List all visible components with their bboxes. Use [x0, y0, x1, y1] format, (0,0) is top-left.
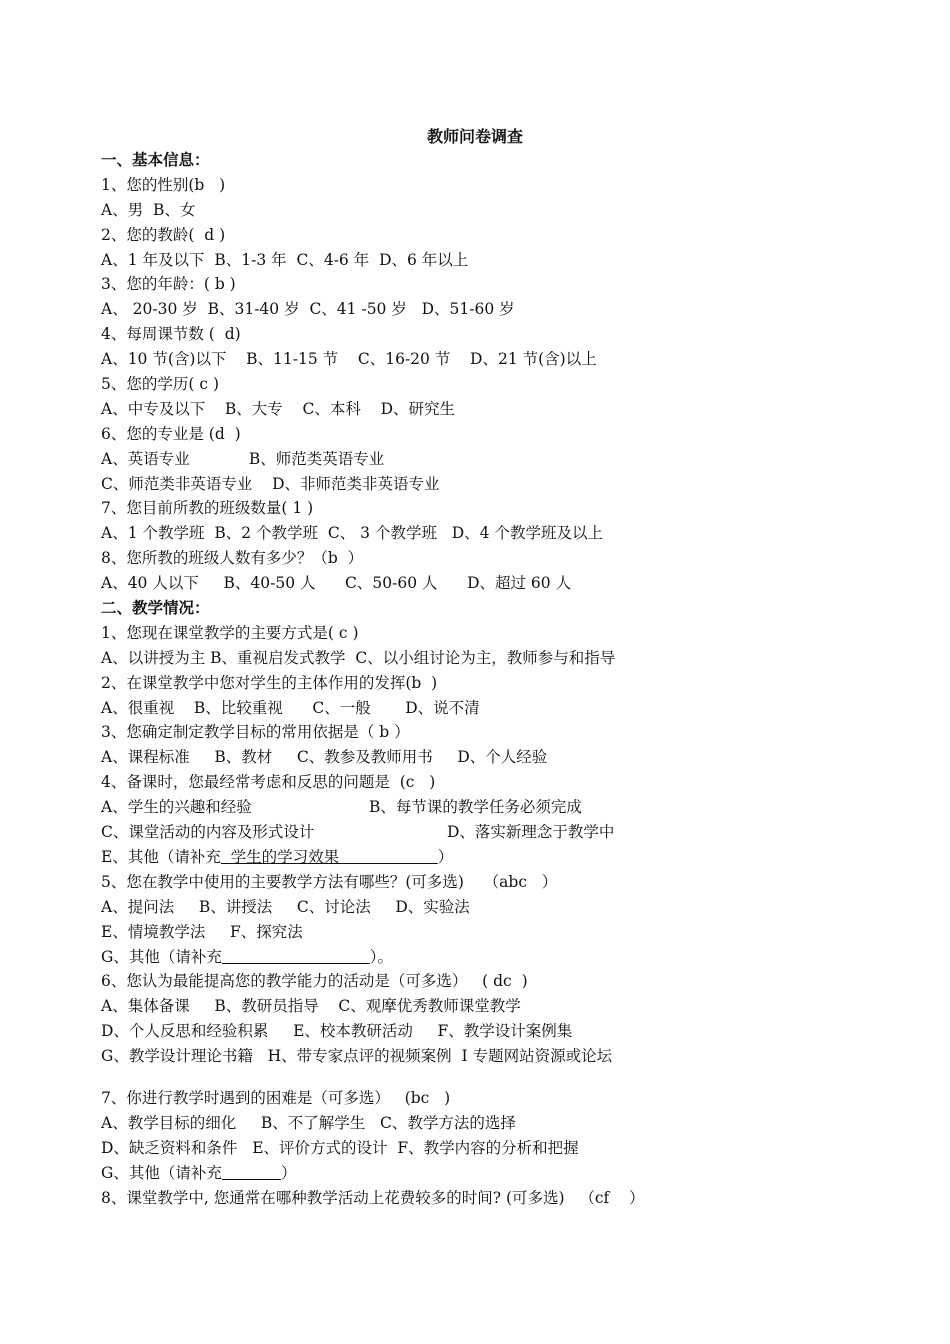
- q4-other-fill: 学生的学习效果: [220, 847, 438, 866]
- survey-line: A、以讲授为主 B、重视启发式教学 C、以小组讨论为主，教师参与和指导: [101, 648, 616, 667]
- section-heading-basic-info: 一、基本信息：: [101, 150, 210, 169]
- section-heading-teaching: 二、教学情况：: [101, 598, 210, 618]
- survey-line: A、课程标准 B、教材 C、教参及教师用书 D、个人经验: [101, 748, 548, 767]
- q7-other-suffix: ）: [281, 1163, 297, 1182]
- survey-line: D、个人反思和经验积累 E、校本教研活动 F、教学设计案例集: [101, 1022, 573, 1041]
- survey-line: 7、你进行教学时遇到的困难是（可多选） (bc ): [101, 1088, 451, 1107]
- q5-question: 5、您在教学中使用的主要教学方法有哪些？(可多选) （abc ）: [101, 872, 558, 891]
- q4-option-b: B、每节课的教学任务必须完成: [369, 798, 582, 817]
- document-body: [101, 148, 881, 1210]
- q5-other-fill: [222, 948, 370, 966]
- survey-line: A、中专及以下 B、大专 C、本科 D、研究生: [101, 399, 455, 418]
- survey-line: A、男 B、女: [101, 200, 196, 219]
- survey-line: 5、您的学历( c ): [101, 375, 219, 394]
- q4-option-c: C、课堂活动的内容及形式设计: [101, 823, 315, 842]
- q8-question: 8、课堂教学中, 您通常在哪种教学活动上花费较多的时间? (可多选) （cf ）: [101, 1188, 645, 1207]
- section-teaching-lines-b: [101, 969, 881, 1069]
- survey-line: A、集体备课 B、教研员指导 C、观摩优秀教师课堂教学: [101, 997, 521, 1016]
- survey-line: 2、您的教龄( d ): [101, 225, 226, 244]
- survey-line: A、 20-30 岁 B、31-40 岁 C、41 -50 岁 D、51-60 岁: [101, 300, 515, 319]
- q4-option-other: [101, 845, 881, 870]
- survey-line: 1、您现在课堂教学的主要方式是( c ): [101, 623, 359, 642]
- survey-line: A、1 年及以下 B、1-3 年 C、4-6 年 D、6 年以上: [101, 250, 469, 269]
- survey-line: D、缺乏资料和条件 E、评价方式的设计 F、教学内容的分析和把握: [101, 1138, 579, 1157]
- survey-line: A、教学目标的细化 B、不了解学生 C、教学方法的选择: [101, 1113, 516, 1132]
- q5-option-other: [101, 945, 881, 970]
- survey-line: A、很重视 B、比较重视 C、一般 D、说不清: [101, 698, 480, 717]
- section-teaching-lines-a: [101, 621, 881, 795]
- q5-options-e: E、情境教学法 F、探究法: [101, 922, 303, 941]
- survey-line: A、40 人以下 B、40-50 人 C、50-60 人 D、超过 60 人: [101, 574, 572, 593]
- q4-options-row2: [101, 820, 881, 845]
- survey-line: A、英语专业 B、师范类英语专业: [101, 449, 385, 468]
- section-basic-info-lines: [101, 173, 881, 596]
- survey-line: 6、您的专业是 (d ): [101, 424, 241, 443]
- survey-line: 4、每周课节数 ( d): [101, 325, 241, 344]
- q4-other-prefix: E、其他（请补充: [101, 847, 221, 866]
- q5-other-prefix: G、其他（请补充: [101, 947, 222, 966]
- survey-line: C、师范类非英语专业 D、非师范类非英语专业: [101, 474, 440, 493]
- survey-line: A、10 节(含)以下 B、11-15 节 C、16-20 节 D、21 节(含)以上: [101, 350, 597, 369]
- q4-options-row1: [101, 795, 881, 820]
- blank-gap: [101, 1069, 881, 1086]
- survey-line: 4、备课时，您最经常考虑和反思的问题是 (c ): [101, 773, 436, 792]
- survey-line: 3、您的年龄：( b ): [101, 275, 236, 294]
- survey-line: 3、您确定制定教学目标的常用依据是（ b ）: [101, 723, 410, 742]
- q4-option-d: D、落实新理念于教学中: [447, 823, 615, 842]
- q5-other-suffix: ）。: [369, 947, 393, 966]
- survey-line: 8、您所教的班级人数有多少？（b ）: [101, 549, 364, 568]
- q4-other-suffix: ）: [437, 847, 454, 866]
- survey-line: 6、您认为最能提高您的教学能力的活动是（可多选） ( dc ): [101, 972, 528, 991]
- q7-other-fill: [222, 1164, 281, 1182]
- survey-line: 7、您目前所教的班级数量( 1 ): [101, 499, 314, 518]
- q4-option-a: A、学生的兴趣和经验: [101, 798, 252, 817]
- document-title: 教师问卷调查: [426, 127, 523, 146]
- q7-option-other: [101, 1161, 881, 1186]
- survey-line: 2、在课堂教学中您对学生的主体作用的发挥(b ): [101, 673, 438, 692]
- q5-options-a: A、提问法 B、讲授法 C、讨论法 D、实验法: [101, 897, 470, 916]
- survey-line: A、1 个教学班 B、2 个教学班 C、 3 个教学班 D、4 个教学班及以上: [101, 524, 603, 543]
- section-teaching-lines-c: [101, 1086, 881, 1161]
- survey-line: G、教学设计理论书籍 H、带专家点评的视频案例 I 专题网站资源或论坛: [101, 1047, 613, 1066]
- q7-other-prefix: G、其他（请补充: [101, 1163, 222, 1182]
- survey-line: 1、您的性别(b ): [101, 175, 226, 194]
